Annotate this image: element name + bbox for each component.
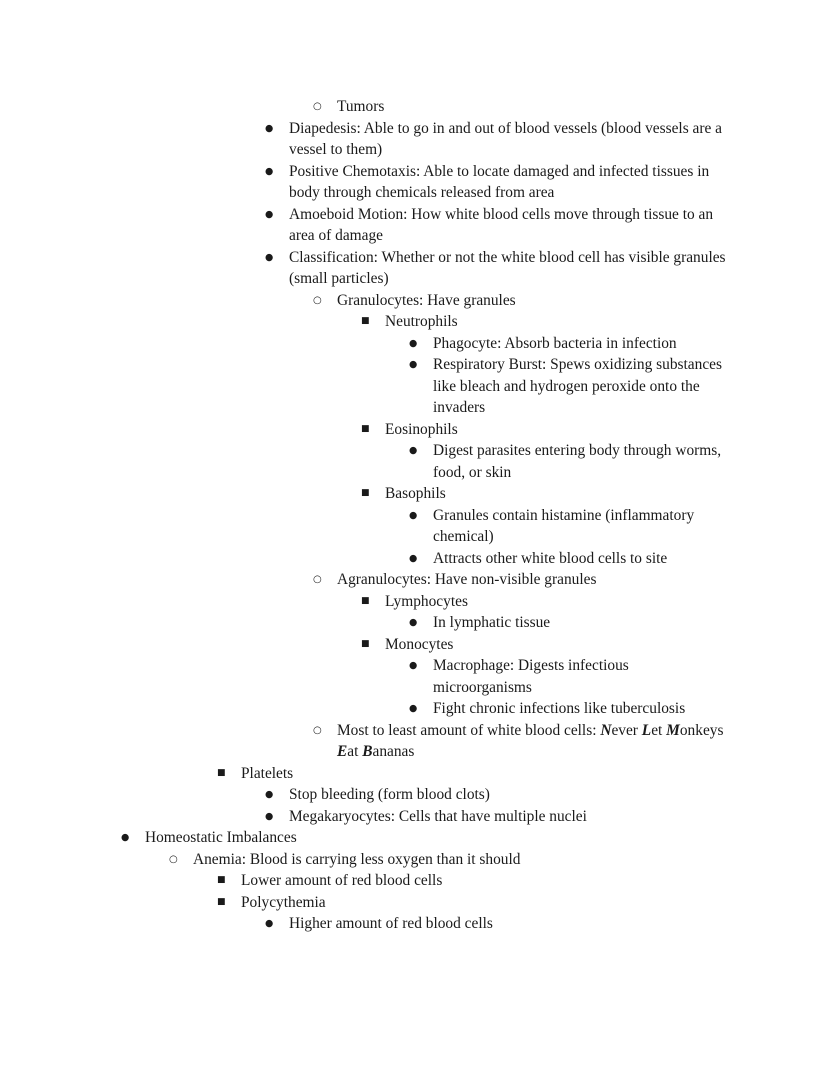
list-item-text: Platelets: [241, 764, 294, 782]
list-item-text: Tumors: [337, 98, 385, 115]
list-item: [97, 505, 731, 548]
list-item-text: Fight chronic infections like tuberculosis: [433, 700, 686, 717]
list-item: [97, 290, 731, 312]
list-item: [97, 419, 731, 441]
disc-bullet-icon: ●: [265, 251, 274, 263]
list-item: [97, 784, 731, 806]
list-item-text: Higher amount of red blood cells: [289, 915, 493, 932]
list-item: [97, 161, 731, 204]
list-item: [97, 720, 731, 763]
bullet-list: [97, 96, 731, 935]
disc-bullet-icon: ●: [265, 122, 274, 134]
list-item-text: Amoeboid Motion: How white blood cells move through tissue to an area of damage: [289, 205, 714, 244]
square-bullet-icon: ■: [361, 316, 370, 326]
circle-bullet-icon: ○: [169, 853, 178, 865]
list-item: [97, 354, 731, 419]
list-item-text: Respiratory Burst: Spews oxidizing substances like bleach and hydrogen peroxide onto the invaders: [433, 356, 722, 416]
disc-bullet-icon: ●: [409, 337, 418, 349]
disc-bullet-icon: ●: [409, 552, 418, 564]
circle-bullet-icon: ○: [313, 724, 322, 736]
list-item-text: Granulocytes: Have granules: [337, 291, 516, 309]
list-item-text: Anemia: Blood is carrying less oxygen than it should: [193, 850, 521, 868]
list-item: [97, 333, 731, 355]
disc-bullet-icon: ●: [265, 918, 274, 929]
list-item: [97, 892, 731, 914]
list-item-text: In lymphatic tissue: [433, 614, 551, 631]
list-item: [97, 763, 731, 785]
disc-bullet-icon: ●: [409, 445, 418, 456]
list-item-text: Polycythemia: [241, 893, 326, 911]
list-item-text: Stop bleeding (form blood clots): [289, 786, 490, 803]
list-item-text: Agranulocytes: Have non-visible granules: [337, 571, 597, 588]
circle-bullet-icon: ○: [313, 101, 322, 112]
square-bullet-icon: ■: [217, 875, 226, 885]
list-item: [97, 311, 731, 333]
square-bullet-icon: ■: [361, 488, 370, 498]
disc-bullet-icon: ●: [265, 810, 274, 822]
list-item-text: Diapedesis: Able to go in and out of blood vessels (blood vessels are a vessel to them): [289, 119, 722, 158]
list-item-text: Monocytes: [385, 635, 454, 653]
list-item: [97, 96, 731, 118]
list-item: [97, 204, 731, 247]
list-item-text: Megakaryocytes: Cells that have multiple nuclei: [289, 807, 587, 825]
list-item: [97, 483, 731, 505]
list-item: [97, 849, 731, 871]
disc-bullet-icon: ●: [409, 359, 418, 370]
list-item: [97, 247, 731, 290]
circle-bullet-icon: ○: [313, 574, 322, 585]
list-item-text: Digest parasites entering body through worms, food, or skin: [433, 442, 722, 481]
list-item: [97, 634, 731, 656]
list-item: [97, 870, 731, 892]
square-bullet-icon: ■: [217, 767, 226, 778]
list-item: [97, 591, 731, 613]
list-item-text: Attracts other white blood cells to site: [433, 549, 668, 567]
list-item: [97, 827, 731, 849]
disc-bullet-icon: ●: [409, 703, 418, 714]
list-item: [97, 913, 731, 935]
disc-bullet-icon: ●: [265, 208, 274, 220]
list-item-text: Neutrophils: [385, 313, 458, 330]
list-item-text: Lower amount of red blood cells: [241, 872, 443, 889]
square-bullet-icon: ■: [361, 595, 370, 606]
list-item: [97, 440, 731, 483]
list-item-text: Lymphocytes: [385, 592, 468, 610]
disc-bullet-icon: ●: [265, 165, 274, 177]
list-item: [97, 698, 731, 720]
list-item-text: Most to least amount of white blood cells: Never Let Monkeys Eat Bananas: [337, 721, 724, 760]
list-item-text: Positive Chemotaxis: Able to locate damaged and infected tissues in body through chemicals released from area: [289, 162, 710, 201]
disc-bullet-icon: ●: [121, 832, 130, 843]
disc-bullet-icon: ●: [409, 660, 418, 671]
list-item-text: Basophils: [385, 485, 446, 502]
list-item: [97, 569, 731, 591]
disc-bullet-icon: ●: [409, 617, 418, 628]
list-item: [97, 655, 731, 698]
disc-bullet-icon: ●: [265, 789, 274, 800]
list-item-text: Granules contain histamine (inflammatory chemical): [433, 506, 695, 545]
list-item-text: Phagocyte: Absorb bacteria in infection: [433, 334, 677, 352]
list-item: [97, 612, 731, 634]
list-item-text: Classification: Whether or not the white blood cell has visible granules (small particles): [289, 248, 726, 287]
square-bullet-icon: ■: [217, 896, 226, 907]
square-bullet-icon: ■: [361, 638, 370, 649]
list-item: [97, 806, 731, 828]
square-bullet-icon: ■: [361, 423, 370, 434]
list-item-text: Homeostatic Imbalances: [145, 829, 297, 846]
disc-bullet-icon: ●: [409, 509, 418, 521]
list-item: [97, 118, 731, 161]
circle-bullet-icon: ○: [313, 294, 322, 306]
list-item-text: Macrophage: Digests infectious microorganisms: [433, 657, 629, 696]
list-item: [97, 548, 731, 570]
list-item-text: Eosinophils: [385, 420, 458, 438]
